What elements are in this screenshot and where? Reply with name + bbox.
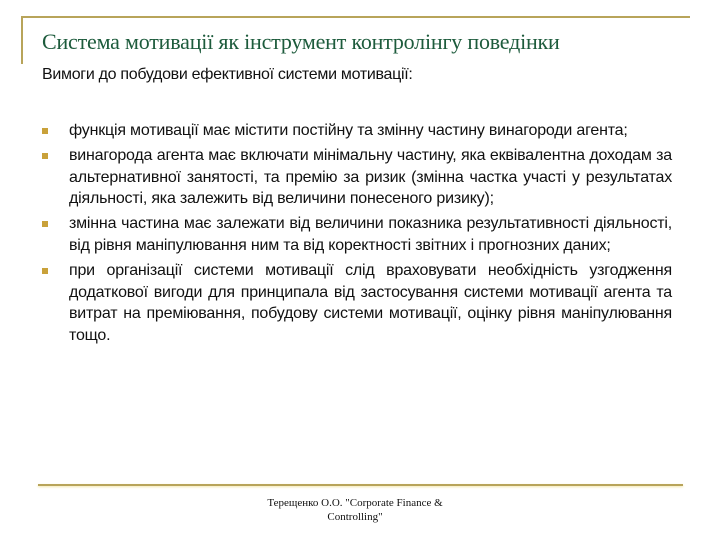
square-bullet-icon bbox=[42, 153, 48, 159]
left-rule bbox=[21, 16, 23, 64]
list-item-text: винагорода агента має включати мінімальну частину, яка еквівалентна доходам за альтернативної занятості, та премію за ризик (змінна частка участі у результатах діяльності, яка залежить від величини понесеного ризику); bbox=[69, 146, 672, 208]
footer-rule bbox=[38, 484, 683, 486]
requirements-list bbox=[42, 120, 672, 350]
list-item-text: при організації системи мотивації слід враховувати необхідність узгодження додаткової вигоди для принципала від застосування системи мотивації агента та витрат на преміювання, побудову системи мотивації, оцінку рівня маніпулювання тощо. bbox=[69, 261, 672, 345]
list-item-text: змінна частина має залежати від величини показника результативності діяльності, від рівня маніпулювання ним та від коректності звітних і прогнозних даних; bbox=[69, 215, 672, 254]
list-item bbox=[42, 145, 672, 210]
list-item bbox=[42, 120, 672, 142]
list-item-text: функція мотивації має містити постійну та змінну частину винагороди агента; bbox=[69, 122, 628, 139]
slide-title: Система мотивації як інструмент контролінгу поведінки bbox=[42, 29, 560, 54]
square-bullet-icon bbox=[42, 221, 48, 227]
top-rule bbox=[22, 16, 690, 18]
square-bullet-icon bbox=[42, 128, 48, 134]
slide-subtitle: Вимоги до побудови ефективної системи мотивації: bbox=[42, 66, 413, 83]
footer-text: Терещенко О.О. "Corporate Finance & Controlling" bbox=[267, 497, 443, 523]
list-item bbox=[42, 260, 672, 347]
square-bullet-icon bbox=[42, 268, 48, 274]
list-item bbox=[42, 213, 672, 257]
